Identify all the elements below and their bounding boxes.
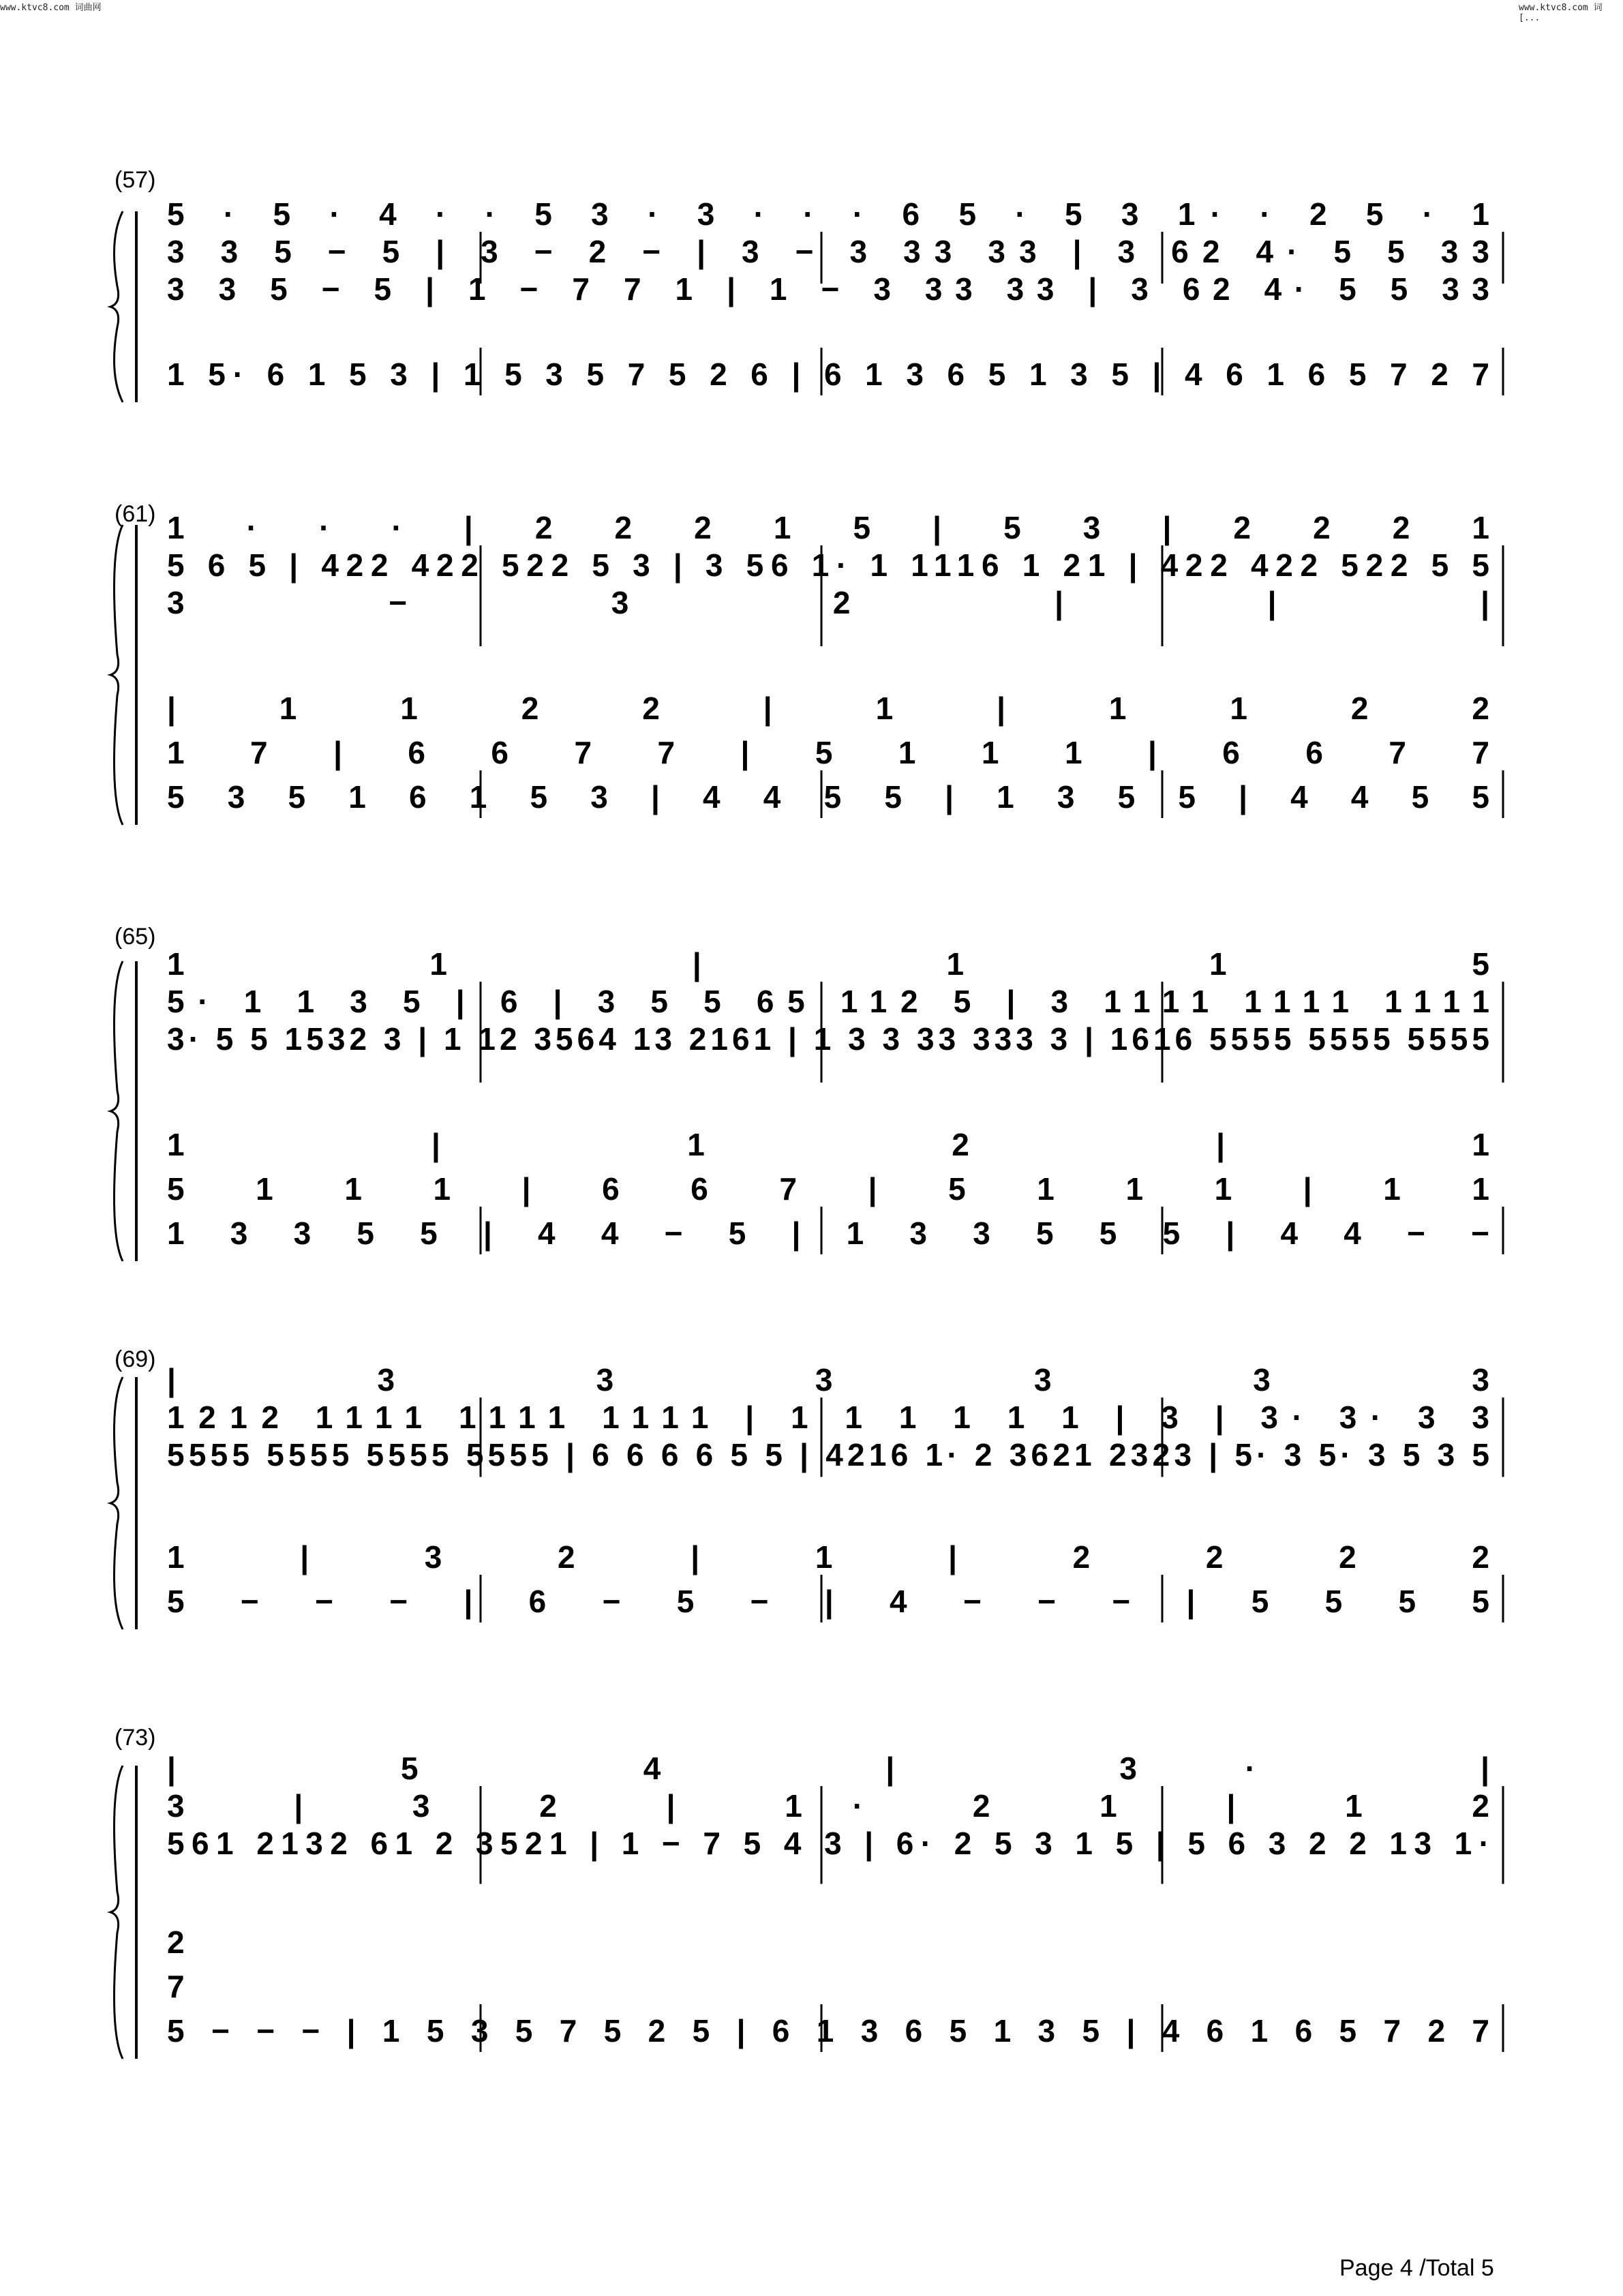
rh-notation-row: | 3 3 3 3 3 3 — [167, 1362, 1489, 1398]
system-57 — [102, 150, 1506, 409]
brace — [110, 961, 123, 1261]
rh-notation-row: 1212 1111 1111 1111 | 1 1 1 1 1 1 | 3 | 3· 3· 3 3 — [167, 1400, 1489, 1435]
score-staff — [102, 900, 1506, 1268]
brace — [110, 1377, 123, 1629]
score-staff — [102, 1316, 1506, 1636]
measure-number: (69) — [115, 1346, 156, 1372]
brace — [110, 1766, 123, 2059]
rh-notation-row: 561 2132 61 2 3521 | 1 − 7 5 4 3 | 6· 2 5 3 1 5 | 5 6 3 2 2 13 1· — [167, 1826, 1489, 1861]
measure-number: (73) — [115, 1725, 156, 1751]
score-staff — [102, 150, 1506, 409]
site-header-left: www.ktvc8.com 词曲网 — [0, 3, 102, 13]
score-staff — [102, 1704, 1506, 2066]
measure-number: (57) — [115, 167, 156, 193]
lh-notation-row: 5 − − − | 6 − 5 − | 4 − − − | 5 5 5 5 — [167, 1584, 1489, 1619]
rh-notation-row: 3 − 3 2 | | | — [167, 585, 1489, 620]
rh-notation-row: 5· 1 1 3 5 | 6 | 3 5 5 65 112 5 | 3 1111 1111 1111 — [167, 984, 1489, 1019]
system-61 — [102, 464, 1506, 832]
lh-notation-row: 5 − − − | 1 5 3 5 7 5 2 5 | 6 1 3 6 5 1 3 5 | 4 6 1 6 5 7 2 7 — [167, 2013, 1489, 2049]
lh-notation-row: 5 3 5 1 6 1 5 3 | 4 4 5 5 | 1 3 5 5 | 4 4 5 5 — [167, 779, 1489, 815]
rh-notation-row: 3· 5 5 1532 3 | 1 12 3564 13 2161 | 1 3 3 33 333 3 | 1616 5555 5555 5555 — [167, 1021, 1489, 1057]
measure-number: (61) — [115, 501, 156, 527]
rh-notation-row: 5 6 5 | 422 422 522 5 3 | 3 56 1· 1 1116 1 21 | 422 422 522 5 5 — [167, 547, 1489, 583]
lh-notation-row: | 1 1 2 2 | 1 | 1 1 2 2 — [167, 691, 1489, 726]
system-73 — [102, 1704, 1506, 2066]
system-69 — [102, 1316, 1506, 1636]
lh-notation-row: 2 — [167, 1924, 185, 1960]
rh-notation-row: 1 1 | 1 1 5 — [167, 946, 1489, 982]
lh-notation-row: 1 3 3 5 5 | 4 4 − 5 | 1 3 3 5 5 5 | 4 4 − − — [167, 1215, 1489, 1251]
lh-notation-row: 1 7 | 6 6 7 7 | 5 1 1 1 | 6 6 7 7 — [167, 735, 1489, 770]
site-header-right: www.ktvc8.com 词[... — [1519, 3, 1603, 23]
rh-notation-row: 3 3 5 − 5 | 3 − 2 − | 3 − 3 33 33 | 3 62 4· 5 5 33 — [167, 234, 1490, 269]
lh-notation-row: 7 — [167, 1969, 185, 2004]
lh-notation-row: 1 | 1 2 | 1 — [167, 1127, 1489, 1162]
rh-notation-row: 3 | 3 2 | 1· 2 1 | 1 2 — [167, 1788, 1490, 1824]
rh-notation-row: | 5 4 | 3· | — [167, 1751, 1490, 1786]
brace — [110, 525, 123, 825]
rh-notation-row: 3 3 5 − 5 | 1 − 7 7 1 | 1 − 3 33 33 | 3 62 4· 5 5 33 — [167, 271, 1489, 307]
rh-notation-row: 5555 5555 5555 5555 | 6 6 6 6 5 5 | 4216 1· 2 3621 2323 | 5· 3 5· 3 5 3 5 — [167, 1437, 1490, 1472]
brace — [110, 211, 123, 402]
rh-notation-row: 5 · 5 · 4 · · 5 3 · 3 · · · 6 5 · 5 3 1· · 2 5 · 1 — [167, 196, 1490, 232]
rh-notation-row: 1 · · · | 2 2 2 1 5 | 5 3 | 2 2 2 1 — [167, 510, 1489, 545]
page-indicator: Page 4 /Total 5 — [1339, 2255, 1494, 2281]
score-staff — [102, 464, 1506, 832]
system-65 — [102, 900, 1506, 1268]
lh-notation-row: 5 1 1 1 | 6 6 7 | 5 1 1 1 | 1 1 — [167, 1171, 1489, 1207]
lh-notation-row: 1 | 3 2 | 1 | 2 2 2 2 — [167, 1539, 1490, 1575]
lh-notation-row: 1 5· 6 1 5 3 | 1 5 3 5 7 5 2 6 | 6 1 3 6 5 1 3 5 | 4 6 1 6 5 7 2 7 — [167, 357, 1489, 392]
measure-number: (65) — [115, 924, 156, 950]
